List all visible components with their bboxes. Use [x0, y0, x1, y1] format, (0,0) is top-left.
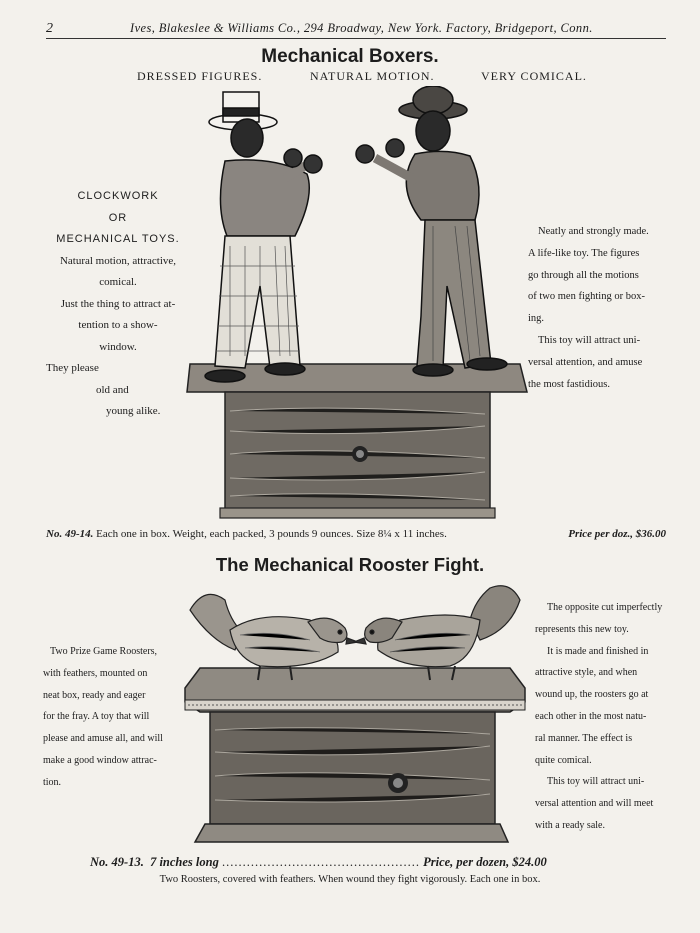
left2-line: neat box, ready and eager — [43, 689, 146, 701]
left-line: old and — [96, 383, 129, 396]
heading-or: OR — [108, 211, 128, 224]
right2-line: each other in the most natu- — [535, 710, 647, 722]
boxers-item-number: No. 49-14. — [46, 528, 94, 540]
right2-line: This toy will attract uni- — [547, 776, 645, 788]
right2-line: quite comical. — [535, 754, 592, 766]
rooster-illustration — [180, 580, 530, 852]
tagline-very-comical: VERY COMICAL. — [481, 69, 587, 83]
right-line: ing. — [528, 313, 545, 325]
boxers-details: Each one in box. Weight, each packed, 3 pounds 9 ounces. Size 8¼ x 11 inches. — [96, 528, 447, 540]
left2-line: with feathers, mounted on — [43, 667, 148, 679]
boxers-left-text — [38, 186, 198, 423]
right-line: A life-like toy. The figures — [528, 247, 640, 259]
leader-dots: ................................................ — [221, 855, 420, 869]
left-line: tention to a show- — [78, 319, 158, 331]
right-line: versal attention, and amuse — [528, 356, 643, 368]
rooster-left-text — [43, 641, 176, 794]
header-rule — [46, 38, 666, 39]
boxers-info-line — [46, 528, 666, 540]
rooster-order-line — [90, 855, 547, 870]
left-line: comical. — [99, 276, 137, 288]
left2-line: please and amuse all, and will — [43, 733, 163, 745]
rooster-description: Two Roosters, covered with feathers. When wound they fight vigorously. Each one in box. — [159, 874, 541, 885]
left-line: window. — [99, 340, 137, 353]
rooster-price: Price, per dozen, $24.00 — [423, 855, 547, 869]
left-line: young alike. — [106, 405, 161, 417]
left-line: They please — [46, 362, 99, 374]
left2-line: for the fray. A toy that will — [43, 711, 150, 723]
rooster-item-number: No. 49-13. — [90, 855, 144, 869]
right2-line: attractive style, and when — [535, 667, 638, 679]
tagline-dressed-figures: DRESSED FIGURES. — [137, 69, 263, 83]
boxers-title: Mechanical Boxers. — [261, 46, 439, 67]
right-line: the most fastidious. — [528, 378, 610, 390]
right2-line: represents this new toy. — [535, 623, 629, 635]
left2-line: Two Prize Game Roosters, — [50, 646, 158, 657]
right2-line: wound up, the roosters go at — [535, 689, 649, 701]
right2-line: ral manner. The effect is — [535, 732, 633, 744]
right2-line: The opposite cut imperfectly — [547, 602, 663, 613]
right-line: go through all the motions — [528, 269, 639, 281]
right-line: This toy will attract uni- — [538, 334, 641, 346]
right-line: Neatly and strongly made. — [538, 226, 649, 237]
heading-clockwork: CLOCKWORK — [77, 190, 159, 202]
boxers-illustration — [185, 86, 530, 526]
publisher-header: Ives, Blakeslee & Williams Co., 294 Broadway, New York. Factory, Bridgeport, Conn. — [130, 21, 593, 35]
rooster-right-text — [535, 597, 669, 837]
right2-line: versal attention and will meet — [535, 798, 654, 810]
left2-line: make a good window attrac- — [43, 754, 157, 766]
right2-line: with a ready sale. — [535, 819, 605, 831]
boxers-price: Price per doz., $36.00 — [568, 528, 666, 540]
left-line: Just the thing to attract at- — [60, 297, 176, 310]
rooster-title: The Mechanical Rooster Fight. — [215, 554, 485, 575]
right2-line: It is made and finished in — [547, 645, 649, 657]
tagline-natural-motion: NATURAL MOTION. — [310, 69, 435, 83]
page-number: 2 — [46, 21, 53, 36]
heading-mechanical-toys: MECHANICAL TOYS. — [56, 233, 180, 245]
right-line: of two men fighting or box- — [528, 291, 645, 303]
rooster-size: 7 inches long — [150, 855, 219, 869]
left-line: Natural motion, attractive, — [59, 254, 177, 267]
left2-line: tion. — [43, 776, 62, 788]
boxers-right-text — [528, 221, 668, 395]
